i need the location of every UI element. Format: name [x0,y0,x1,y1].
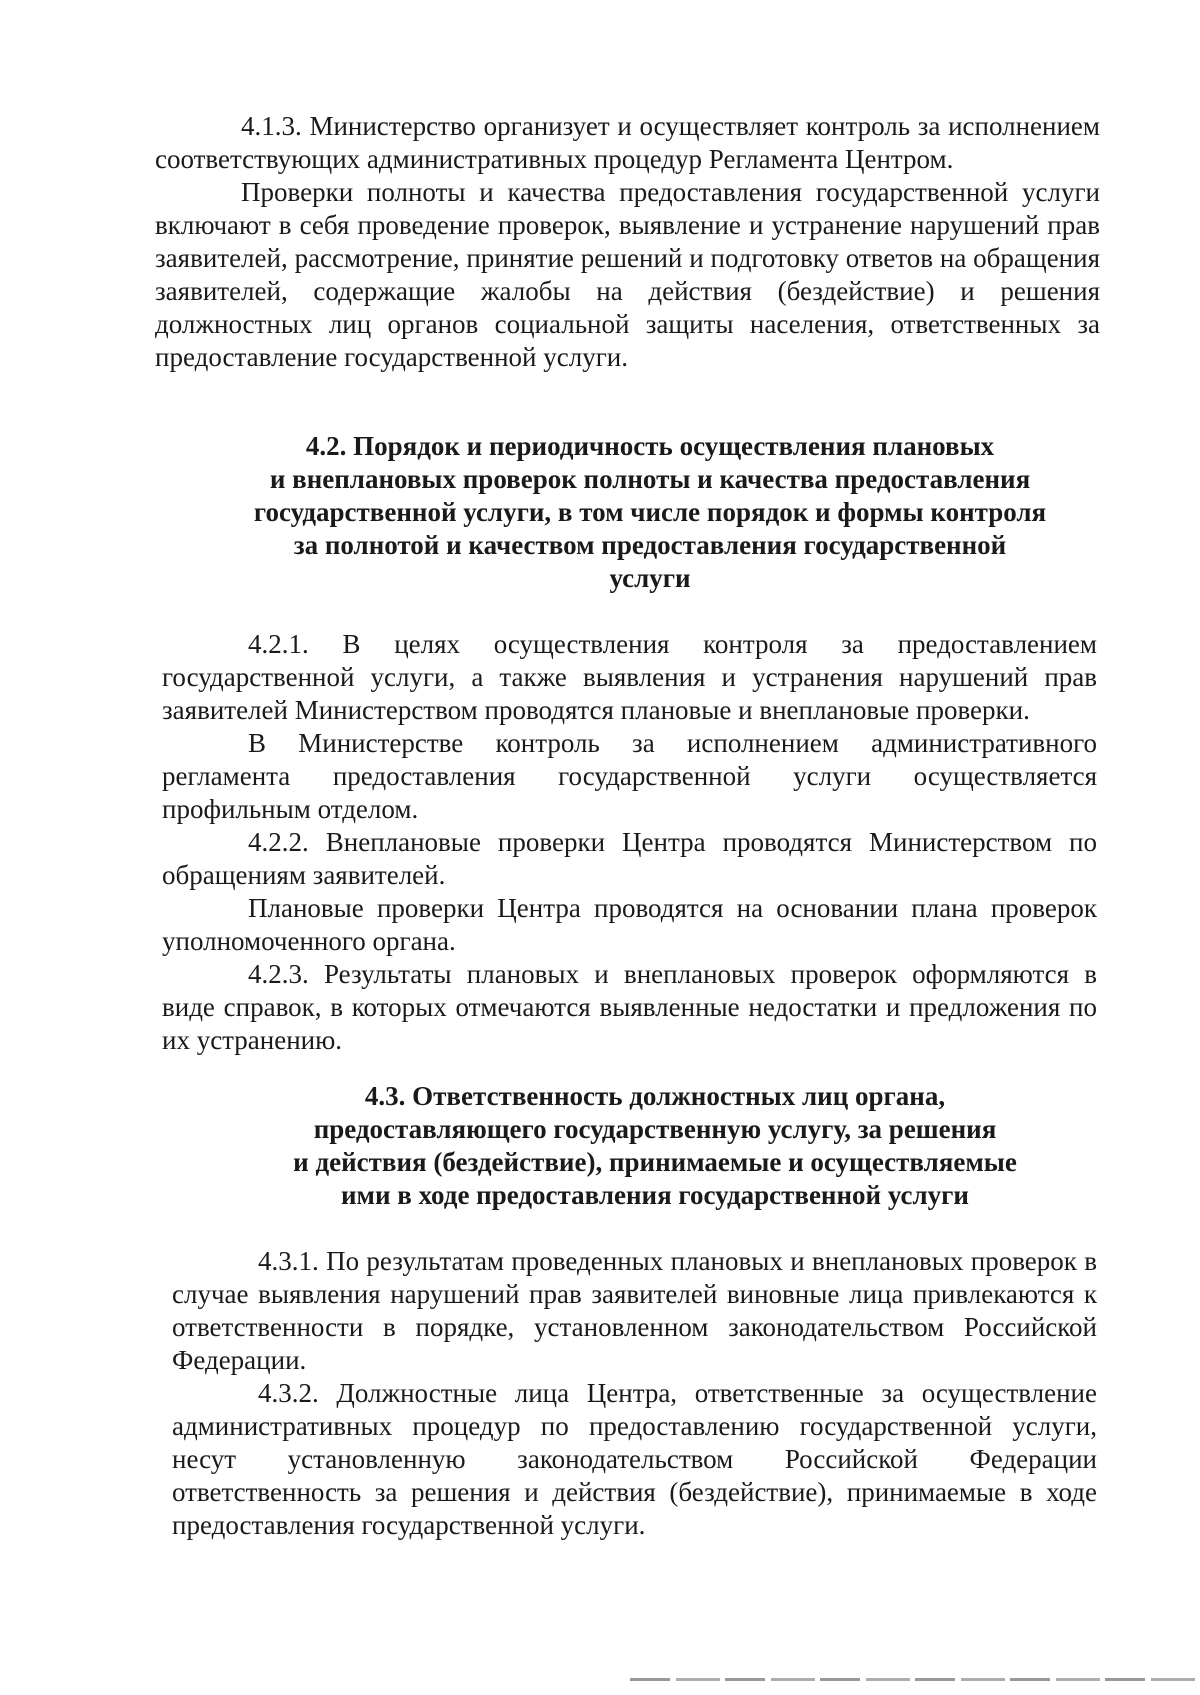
paragraph-4-2-3: 4.2.3. Результаты плановых и внеплановых проверок оформляются в виде справок, в которых отмечаются выявленные недостатки и предложения по их устранению. [162,959,1097,1055]
section-4-3 [172,1245,1097,1542]
section-4-1-3 [155,110,1100,374]
heading-4-2-line: 4.2. Порядок и периодичность осуществления плановых [305,431,995,461]
heading-4-2-line: за полнотой и качеством предоставления государственной [293,530,1007,560]
section-4-2 [162,628,1097,1057]
paragraph-4-1-3: 4.1.3. Министерство организует и осуществляет контроль за исполнением соответствующих административных процедур Регламента Центром. [155,111,1100,174]
paragraph-4-3-2: 4.3.2. Должностные лица Центра, ответственные за осуществление административных процедур по предоставлению государственной услуги, несут установленную законодательством Российской Федерации ответственность за решения и действия (бездействие), принимаемые в ходе предоставления государственной услуги. [172,1378,1097,1540]
heading-4-3-line: и действия (бездействие), принимаемые и осуществляемые [293,1147,1017,1177]
heading-4-2-line: и внеплановых проверок полноты и качества предоставления [269,464,1031,494]
paragraph-4-3-1: 4.3.1. По результатам проведенных плановых и внеплановых проверок в случае выявления нарушений прав заявителей виновные лица привлекаются к ответственности в порядке, установленном законодательством Российской Федерации. [172,1246,1097,1375]
heading-4-2-line: услуги [609,563,691,593]
heading-4-3-line: предоставляющего государственную услугу, за решения [313,1114,997,1144]
heading-4-3-line: ими в ходе предоставления государственной услуги [341,1180,969,1210]
paragraph-planned-checks: Плановые проверки Центра проводятся на основании плана проверок уполномоченного органа. [162,893,1097,956]
heading-4-2-line: государственной услуги, в том числе порядок и формы контроля [253,497,1047,527]
paragraph-checks-scope: Проверки полноты и качества предоставления государственной услуги включают в себя проведение проверок, выявление и устранение нарушений прав заявителей, рассмотрение, принятие решений и подготовку ответов на обращения заявителей, содержащие жалобы на действия (бездействие) и решения должностных лиц органов социальной защиты населения, ответственных за предоставление государственной услуги. [155,177,1100,372]
paragraph-4-2-1: 4.2.1. В целях осуществления контроля за предоставлением государственной услуги, а также выявления и устранения нарушений прав заявителей Министерством проводятся плановые и внеплановые проверки. [162,629,1097,725]
paragraph-ministry-control: В Министерстве контроль за исполнением административного регламента предоставления государственной услуги осуществляется профильным отделом. [162,728,1097,824]
paragraph-4-2-2: 4.2.2. Внеплановые проверки Центра проводятся Министерством по обращениям заявителей. [162,827,1097,890]
scan-artifact-line [630,1678,1200,1681]
heading-4-3-line: 4.3. Ответственность должностных лиц органа, [364,1081,946,1111]
heading-4-3 [210,1080,1100,1212]
heading-4-2 [200,430,1100,595]
